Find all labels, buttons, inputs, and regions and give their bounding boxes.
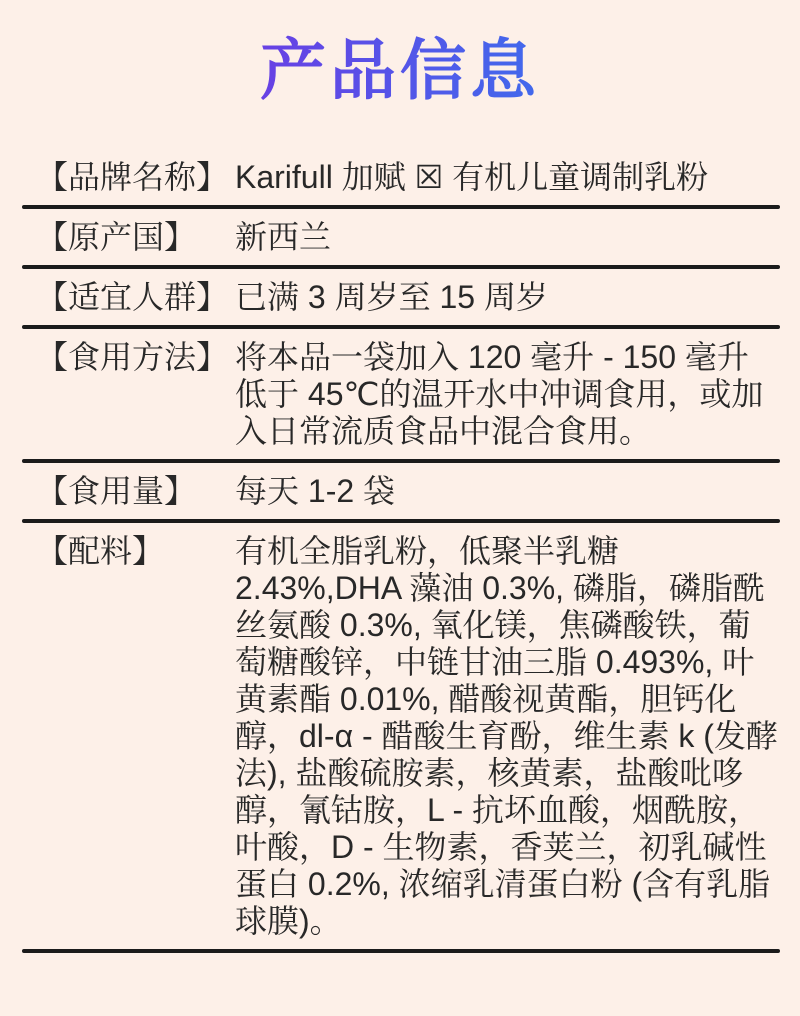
row-value: 有机全脂乳粉，低聚半乳糖 2.43%,DHA 藻油 0.3%, 磷脂，磷脂酰丝氨酸 0.3%, 氧化镁，焦磷酸铁，葡萄糖酸锌，中链甘油三脂 0.493%, 叶黄素酯 0.01%, 醋酸视黄酯，胆钙化醇，dl-α - 醋酸生育酚，维生素 k (发酵法), 盐酸硫胺素，核黄素，盐酸吡哆醇，氰钴胺，L - 抗坏血酸，烟酰胺，叶酸，D - 生物素，香荚兰，初乳碱性蛋白 0.2%, 浓缩乳清蛋白粉 (含有乳脂球膜)。	[235, 532, 778, 939]
row-label: 【配料】	[36, 532, 165, 569]
row-label: 【原产国】	[36, 218, 197, 255]
table-row	[22, 149, 780, 205]
table-row	[22, 329, 780, 459]
row-label: 【适宜人群】	[36, 278, 229, 315]
row-label: 【食用方法】	[36, 338, 229, 375]
row-value: 将本品一袋加入 120 毫升 - 150 毫升低于 45℃的温开水中冲调食用，或加入日常流质食品中混合食用。	[235, 338, 764, 449]
row-label: 【食用量】	[36, 472, 197, 509]
row-value: 每天 1-2 袋	[235, 472, 396, 509]
row-divider	[22, 949, 780, 953]
product-info-table	[22, 149, 780, 953]
row-value: 新西兰	[235, 218, 332, 255]
table-row	[22, 209, 780, 265]
row-value: Karifull 加赋 ☒ 有机儿童调制乳粉	[235, 158, 709, 195]
row-value: 已满 3 周岁至 15 周岁	[235, 278, 548, 315]
row-label: 【品牌名称】	[36, 158, 229, 195]
table-row	[22, 523, 780, 949]
table-row	[22, 269, 780, 325]
table-row	[22, 463, 780, 519]
page-title: 产品信息	[0, 34, 800, 107]
